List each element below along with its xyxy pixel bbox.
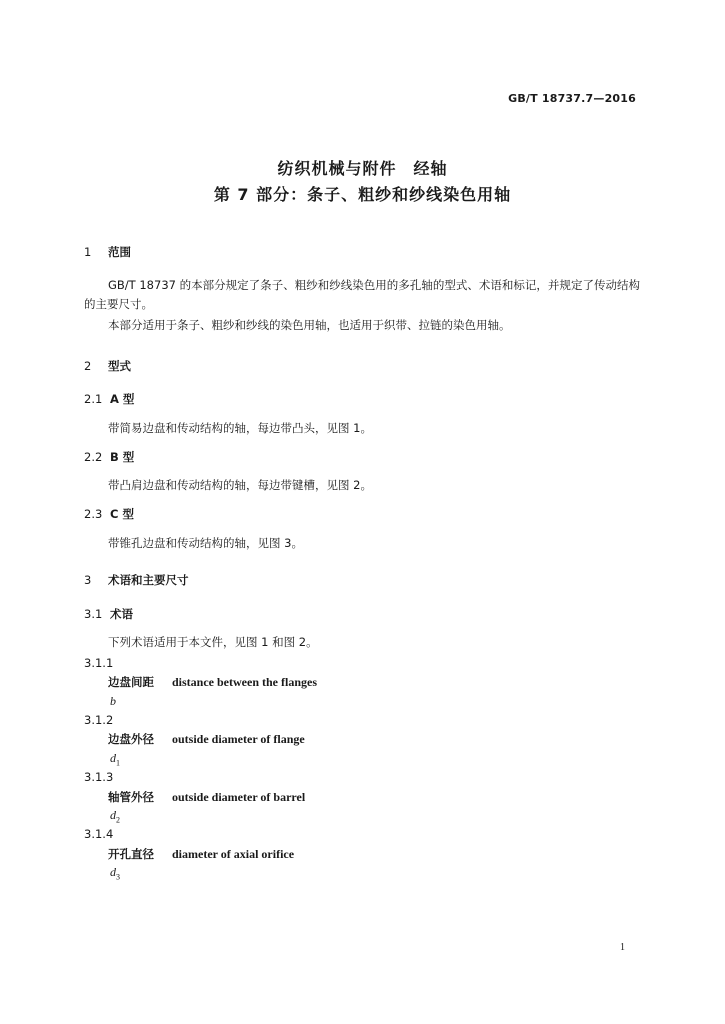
term-number: 3.1.4 — [84, 827, 114, 841]
section-2-2-heading — [84, 449, 134, 465]
section-number: 2.2 — [84, 450, 103, 464]
section-2-heading — [84, 358, 131, 374]
symbol-letter: d — [110, 865, 116, 879]
term-number: 3.1.1 — [84, 656, 114, 670]
section-1-heading — [84, 244, 131, 260]
term-number: 3.1.3 — [84, 770, 114, 784]
section-number: 1 — [84, 245, 92, 259]
term-symbol — [110, 751, 120, 767]
page-number: 1 — [620, 942, 625, 953]
symbol-letter: d — [110, 751, 116, 765]
section-number: 2 — [84, 359, 92, 373]
section-title: 范围 — [108, 245, 131, 259]
section-title: 术语和主要尺寸 — [108, 573, 189, 587]
section-number: 3 — [84, 573, 92, 587]
section-title: A 型 — [110, 392, 135, 406]
symbol-subscript: 1 — [116, 758, 120, 768]
section-title: 型式 — [108, 359, 131, 373]
section-2-2-text: 带凸肩边盘和传动结构的轴，每边带键槽，见图 2。 — [108, 478, 372, 492]
term-symbol — [110, 865, 120, 881]
section-2-3-text: 带锥孔边盘和传动结构的轴，见图 3。 — [108, 536, 303, 550]
section-2-1-text: 带简易边盘和传动结构的轴，每边带凸头，见图 1。 — [108, 421, 372, 435]
section-2-3-heading — [84, 506, 134, 522]
term-symbol — [110, 808, 120, 824]
section-3-1-intro: 下列术语适用于本文件，见图 1 和图 2。 — [108, 635, 318, 649]
term-number: 3.1.2 — [84, 713, 114, 727]
term-zh: 边盘外径 — [108, 732, 154, 746]
term-symbol — [110, 694, 116, 710]
term-zh: 开孔直径 — [108, 847, 154, 861]
term-entry — [108, 846, 294, 862]
term-entry — [108, 731, 305, 747]
term-en: outside diameter of barrel — [172, 790, 306, 804]
section-number: 2.3 — [84, 507, 103, 521]
term-zh: 轴管外径 — [108, 790, 154, 804]
section-title: B 型 — [110, 450, 135, 464]
section-1-paragraph-1: GB/T 18737 的本部分规定了条子、粗纱和纱线染色用的多孔轴的型式、术语和标记，并规定了传动结构的主要尺寸。 — [84, 278, 640, 311]
section-title: C 型 — [110, 507, 134, 521]
section-title: 术语 — [110, 607, 133, 621]
section-3-heading — [84, 572, 189, 588]
symbol-subscript: 3 — [116, 872, 120, 882]
symbol-subscript: 2 — [116, 815, 120, 825]
term-en: outside diameter of flange — [172, 732, 305, 746]
standard-code: GB/T 18737.7—2016 — [508, 92, 636, 105]
section-2-1-heading — [84, 391, 134, 407]
term-entry — [108, 674, 317, 690]
symbol-letter: d — [110, 808, 116, 822]
section-number: 3.1 — [84, 607, 103, 621]
section-3-1-heading — [84, 606, 133, 622]
document-title-line2: 第 7 部分：条子、粗纱和纱线染色用轴 — [213, 185, 512, 204]
term-en: diameter of axial orifice — [172, 847, 295, 861]
term-zh: 边盘间距 — [108, 675, 154, 689]
document-title-line1: 纺织机械与附件 经轴 — [277, 159, 448, 178]
term-en: distance between the flanges — [172, 675, 317, 689]
symbol-letter: b — [110, 694, 116, 708]
section-1-paragraph-2: 本部分适用于条子、粗纱和纱线的染色用轴，也适用于织带、拉链的染色用轴。 — [108, 318, 511, 332]
term-entry — [108, 789, 305, 805]
section-number: 2.1 — [84, 392, 103, 406]
